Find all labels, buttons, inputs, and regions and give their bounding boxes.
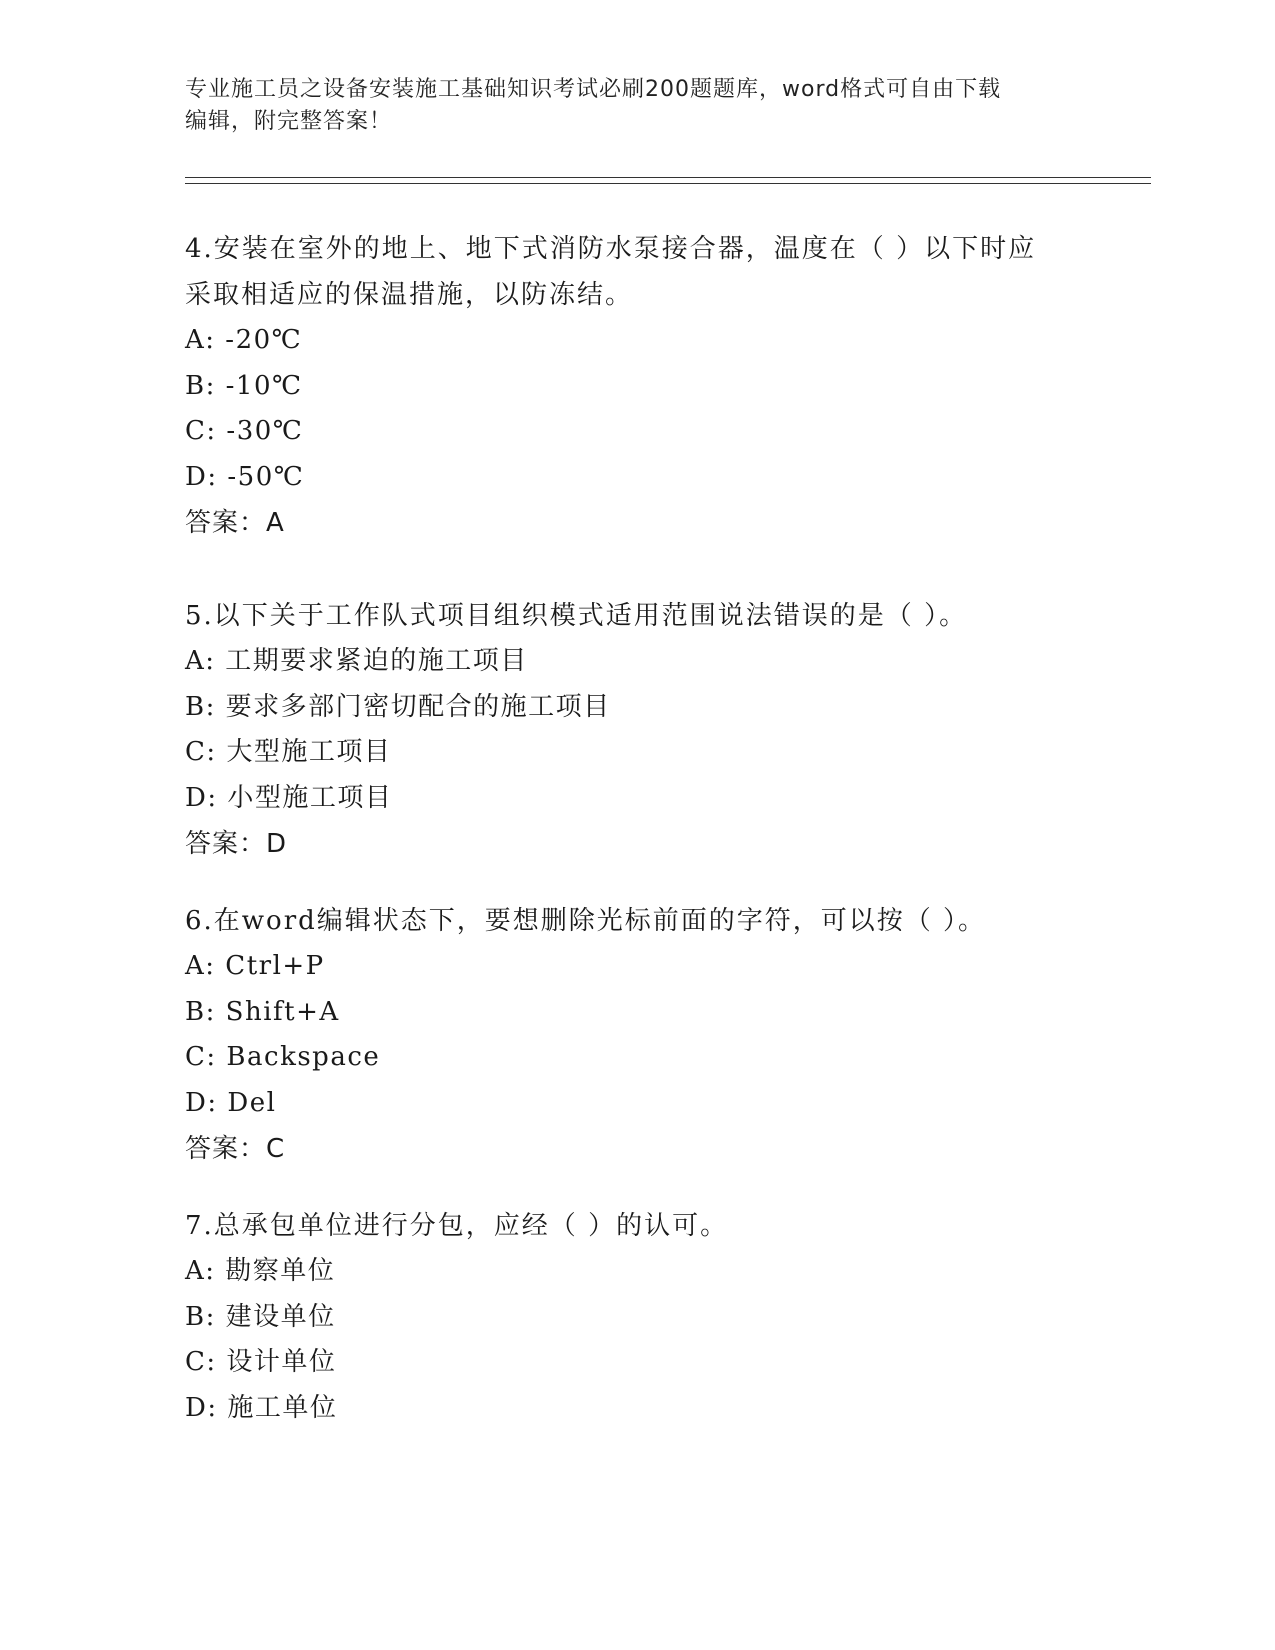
- option-b: B: 建设单位: [185, 1301, 336, 1332]
- answer: 答案：C: [185, 1134, 286, 1164]
- header-divider-bottom: [185, 183, 1151, 184]
- option-b: B: -10℃: [185, 370, 303, 401]
- answer: 答案：A: [185, 508, 285, 538]
- question-stem-line-1: 6.在word编辑状态下，要想删除光标前面的字符，可以按（ ）。: [185, 906, 987, 936]
- option-c: C: -30℃: [185, 416, 304, 446]
- option-a: A: 工期要求紧迫的施工项目: [185, 646, 528, 676]
- question-4: [185, 226, 1085, 546]
- option-a: A: 勘察单位: [185, 1256, 336, 1286]
- option-a: A: Ctrl+P: [185, 951, 325, 981]
- header-divider-top: [185, 177, 1151, 178]
- question-stem-line-1: 4.安装在室外的地上、地下式消防水泵接合器，温度在（ ）以下时应: [185, 234, 1037, 264]
- question-6: [185, 898, 1085, 1172]
- option-b: B: Shift+A: [185, 996, 340, 1027]
- option-a: A: -20℃: [185, 325, 303, 355]
- header-line-1: 专业施工员之设备安装施工基础知识考试必刷200题题库，word格式可自由下载: [185, 77, 1002, 102]
- option-d: D: Del: [185, 1087, 277, 1118]
- option-c: C: Backspace: [185, 1042, 381, 1072]
- answer: 答案：D: [185, 829, 288, 859]
- question-stem-line-2: 采取相适应的保温措施，以防冻结。: [185, 280, 634, 310]
- option-d: D: 施工单位: [185, 1392, 338, 1423]
- option-c: C: 设计单位: [185, 1347, 337, 1377]
- question-stem-line-1: 7.总承包单位进行分包，应经（ ）的认可。: [185, 1211, 729, 1241]
- question-stem-line-1: 5.以下关于工作队式项目组织模式适用范围说法错误的是（ ）。: [185, 601, 968, 631]
- document-header: [185, 74, 1065, 138]
- option-b: B: 要求多部门密切配合的施工项目: [185, 691, 611, 722]
- header-line-2: 编辑，附完整答案！: [185, 109, 393, 134]
- option-c: C: 大型施工项目: [185, 737, 392, 767]
- question-7: [185, 1203, 1085, 1431]
- option-d: D: -50℃: [185, 461, 305, 492]
- option-d: D: 小型施工项目: [185, 782, 393, 813]
- question-5: [185, 593, 1085, 867]
